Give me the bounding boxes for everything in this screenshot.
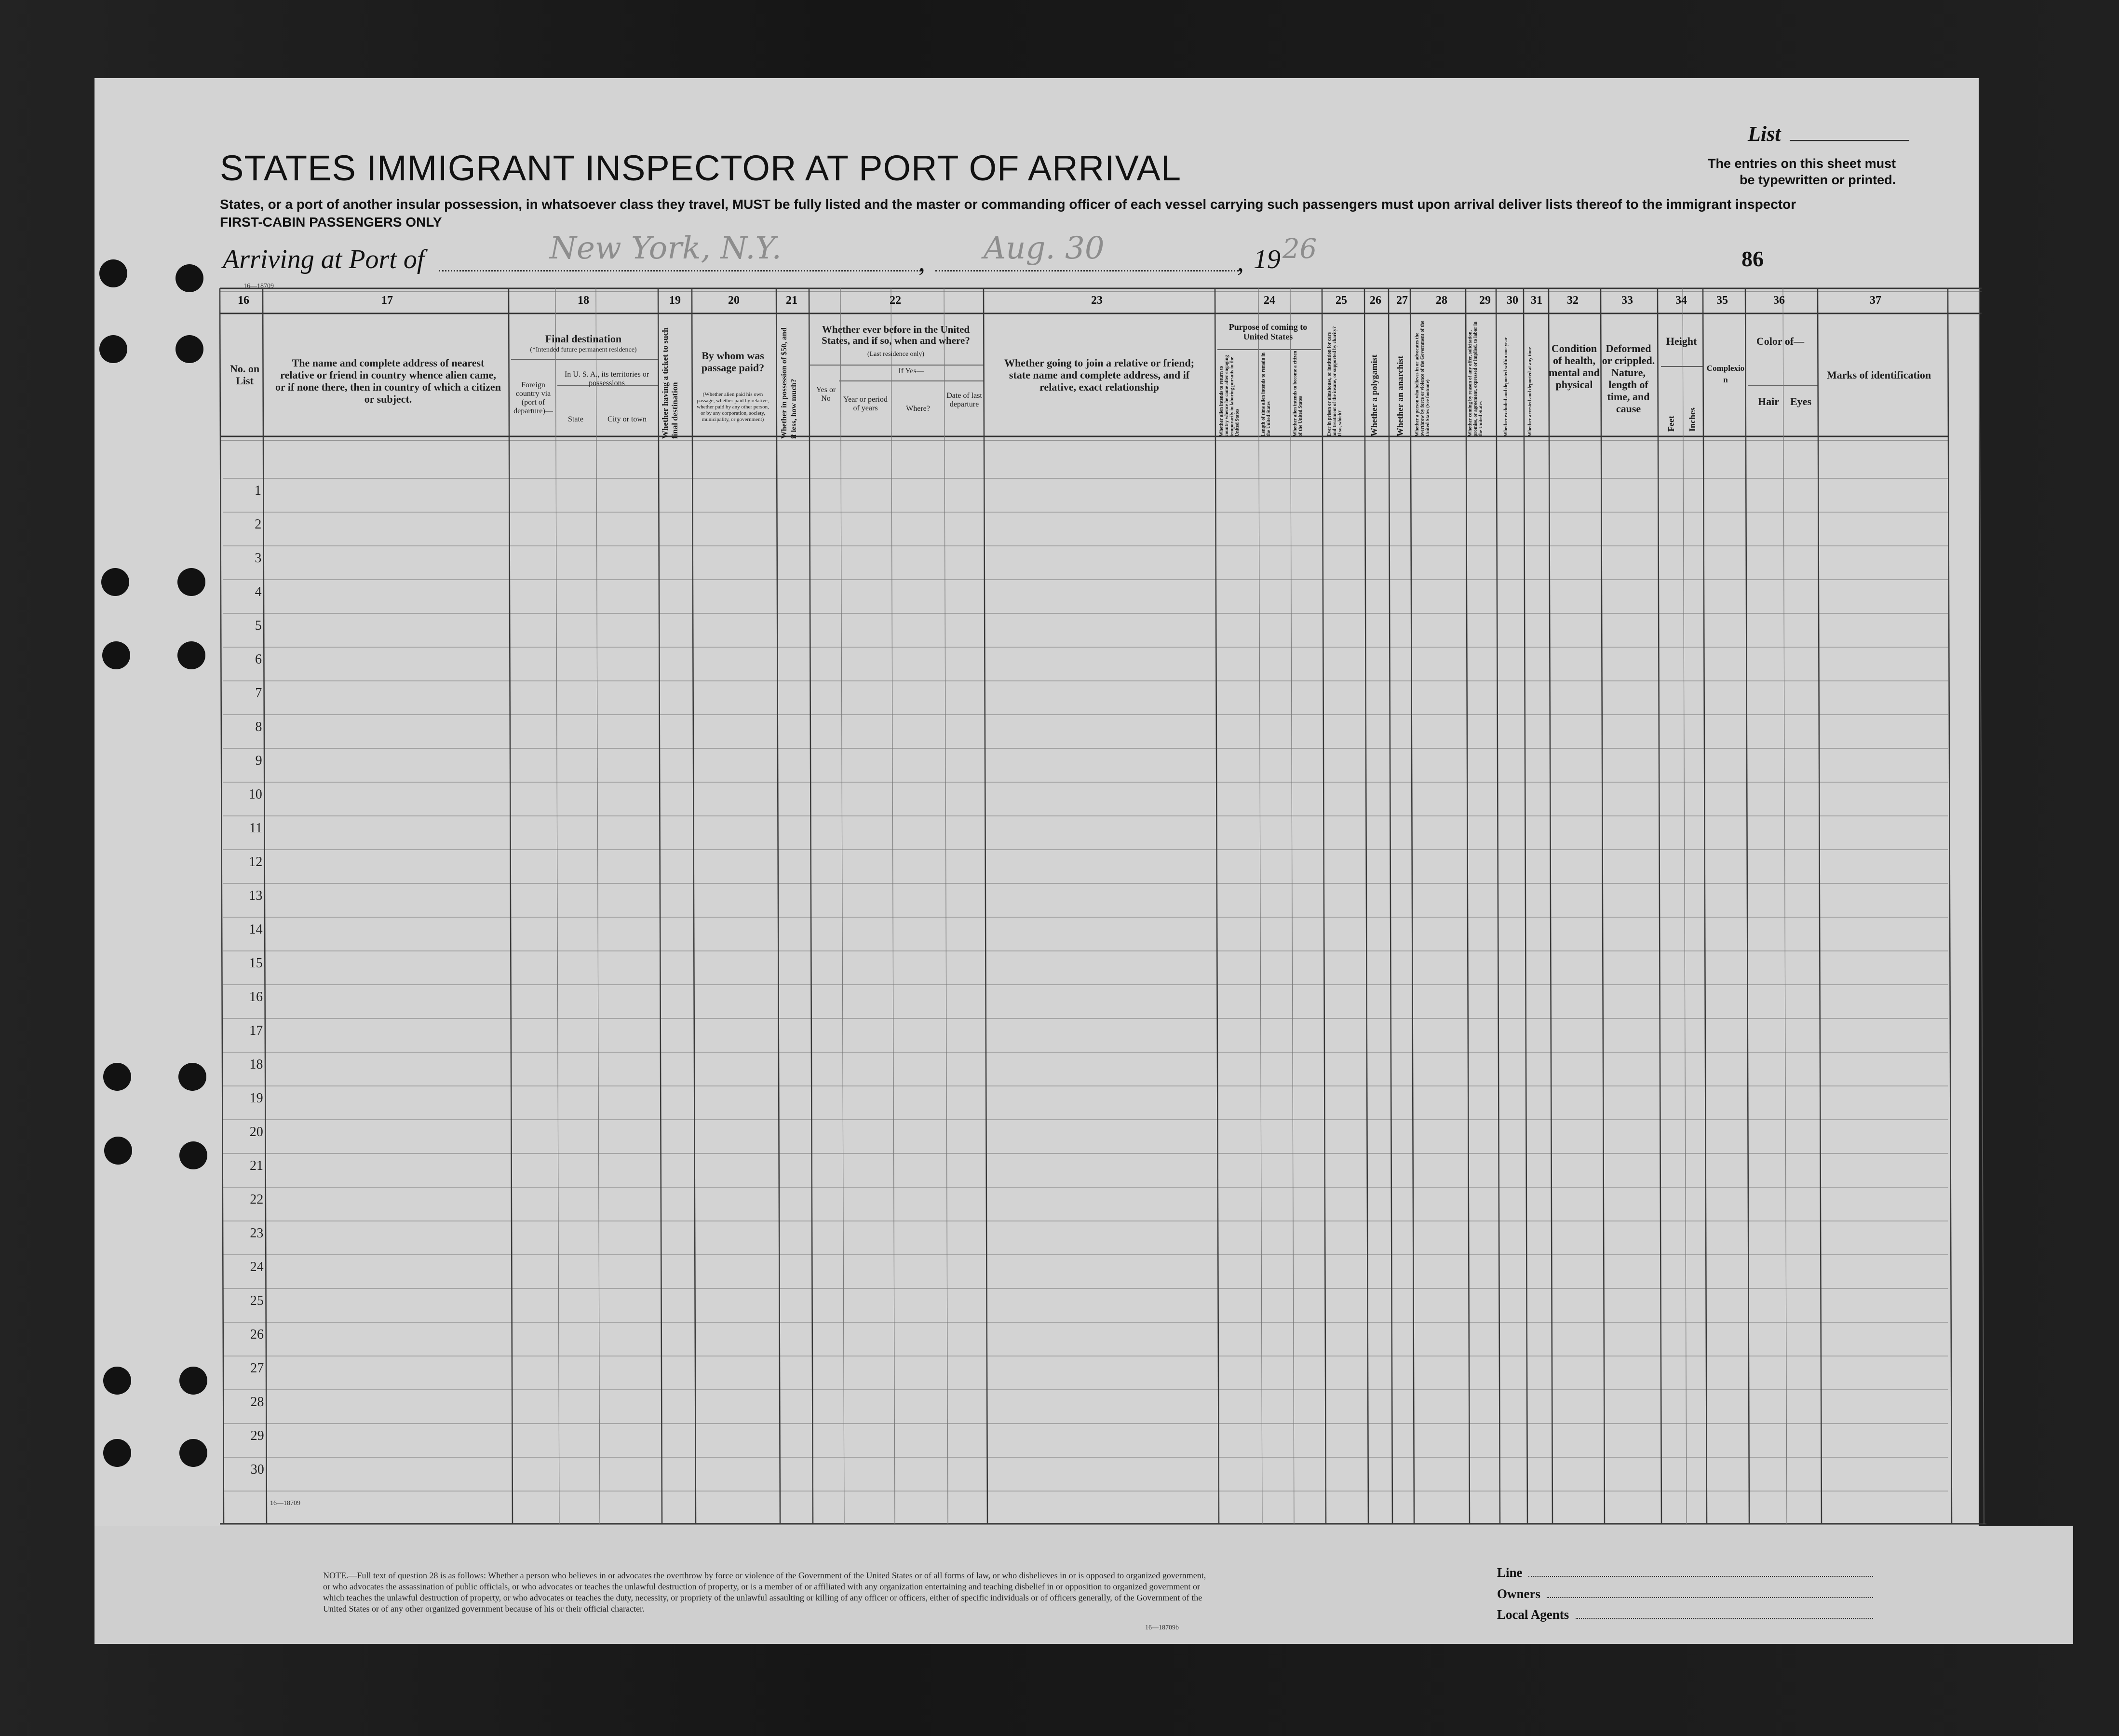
local-agents-label: Local Agents: [1497, 1607, 1569, 1622]
date-value: Aug. 30: [984, 231, 1105, 266]
comma: ,: [918, 247, 925, 277]
footnote-code: 16—18709b: [1145, 1624, 1179, 1631]
column-rule: [944, 288, 948, 1524]
year-prefix: 19: [1254, 244, 1281, 274]
column-rule: [1948, 288, 1952, 1524]
row-number: 10: [248, 787, 262, 802]
column-number: 25: [1336, 294, 1347, 307]
port-value: New York, N.Y.: [550, 231, 782, 266]
row-number: 5: [255, 618, 262, 633]
local-agents-field: [1576, 1618, 1873, 1619]
column-number: 27: [1396, 294, 1408, 307]
header-polygamist: Whether a polygamist: [1369, 354, 1379, 436]
column-rule: [1290, 288, 1294, 1524]
column-rule: [1818, 288, 1822, 1524]
column-number: 37: [1870, 294, 1881, 307]
header-eyes: Eyes: [1790, 395, 1811, 407]
row-number: 6: [255, 652, 262, 667]
row-number: 4: [255, 584, 262, 599]
header-final-destination: Final destination: [545, 333, 622, 345]
header-feet: Feet: [1666, 416, 1676, 432]
column-rule: [1496, 288, 1500, 1524]
column-rule: [1524, 288, 1527, 1524]
header-passage-paid: By whom was passage paid?: [701, 350, 765, 374]
column-number: 35: [1716, 294, 1728, 307]
row-number: 18: [249, 1057, 263, 1072]
header-ever-before: Whether ever before in the United States, and if so, when and where?: [822, 324, 970, 346]
header-passage-paid-sub: (Whether alien paid his own passage, whether paid by relative, whether paid by any other person, or by any corporation, society, municipality, or government): [697, 392, 769, 422]
owners-field: [1547, 1597, 1873, 1598]
typewritten-note-line: The entries on this sheet must: [1708, 156, 1896, 171]
row-number: 9: [255, 753, 262, 768]
header-purpose-length: Length of time alien intends to remain in the United States: [1261, 353, 1271, 436]
header-height: Height: [1666, 335, 1697, 347]
column-number: 24: [1264, 294, 1275, 307]
column-rule: [1549, 288, 1552, 1524]
header-question-28: Whether a person who believes in or advocates the overthrow by force or violence of the Government of the United States (See footnote): [1415, 321, 1431, 436]
row-number: 2: [255, 517, 262, 532]
header-where: Where?: [906, 405, 930, 413]
column-rule: [1364, 288, 1368, 1524]
column-rule: [1658, 288, 1661, 1524]
column-rule: [1322, 288, 1326, 1524]
column-rule: [1466, 288, 1470, 1524]
row-number: 16: [249, 990, 263, 1004]
header-ticket: Whether having a ticket to such final destination: [661, 327, 679, 439]
list-label: List: [1748, 122, 1781, 146]
header-color-of: Color of—: [1756, 335, 1805, 347]
column-number: 16: [238, 294, 249, 307]
row-number: 21: [250, 1158, 263, 1173]
header-excluded: Whether excluded and deported within one year: [1503, 337, 1509, 436]
column-number: 22: [890, 294, 901, 307]
instruction-line: States, or a port of another insular possession, in whatsoever class they travel, MUST be fully listed and the master or commanding officer of each vessel carrying such passengers must upon arrival deliver lists thereof to the immigrant inspector: [220, 197, 1796, 212]
column-rule: [984, 288, 987, 1524]
arriving-label: Arriving at Port of: [223, 244, 425, 274]
row-number: 13: [249, 888, 263, 903]
column-number: 18: [578, 294, 589, 307]
row-number: 26: [250, 1327, 264, 1342]
column-number: 20: [728, 294, 740, 307]
row-number: 3: [255, 551, 262, 566]
column-rule: [1389, 288, 1392, 1524]
header-purpose-return: Whether alien intends to return to country whence he came after engaging temporarily in laboring pursuits in the United States: [1219, 355, 1240, 436]
header-hair: Hair: [1758, 395, 1779, 407]
column-number: 17: [381, 294, 393, 307]
header-fifty-dollars: Whether in possession of $50, and if less, how much?: [780, 327, 798, 439]
header-foreign-country: Foreign country via (port of departure)—: [513, 381, 553, 415]
header-last-residence: (Last residence only): [867, 351, 925, 358]
page-number: 86: [1741, 246, 1764, 271]
row-number: 28: [250, 1395, 264, 1410]
row-number: 11: [249, 821, 262, 836]
column-number: 34: [1675, 294, 1687, 307]
year-value: 26: [1282, 233, 1317, 265]
header-labor-offer: Whether coming by reason of any offer, solicitation, promise, or agreement, expressed or implied, to labor in the United States: [1468, 321, 1484, 436]
column-rule: [1410, 288, 1414, 1524]
header-marks-identification: Marks of identification: [1826, 369, 1931, 381]
column-rule: [1601, 288, 1605, 1524]
form-title: STATES IMMIGRANT INSPECTOR AT PORT OF ARRIVAL: [220, 148, 1182, 188]
column-rule: [555, 288, 559, 1524]
header-final-destination-sub: (*Intended future permanent residence): [530, 346, 637, 353]
header-state: State: [568, 415, 583, 423]
row-number: 29: [250, 1428, 264, 1443]
row-number: 20: [249, 1125, 263, 1139]
row-number: 24: [250, 1260, 264, 1275]
column-number: 29: [1479, 294, 1491, 307]
header-complexion: Complexion: [1706, 364, 1745, 384]
header-anarchist: Whether an anarchist: [1395, 355, 1405, 436]
column-rule: [840, 288, 844, 1524]
column-rule: [1745, 288, 1749, 1524]
column-rule: [1215, 288, 1219, 1524]
column-number: 30: [1507, 294, 1518, 307]
row-number: 30: [250, 1462, 264, 1477]
row-number: 1: [255, 483, 261, 498]
column-number: 19: [669, 294, 681, 307]
row-number: 12: [249, 854, 263, 869]
header-deformed: Deformed or crippled. Nature, length of time, and cause: [1602, 342, 1655, 415]
column-number: 31: [1531, 294, 1542, 307]
header-going-to-join: Whether going to join a relative or friend; state name and complete address, and if relative, exact relationship: [1004, 357, 1195, 393]
header-prison: Ever in prison or almshouse, or institution for care and treatment of the insane, or supported by charity? If so, which?: [1327, 326, 1343, 436]
column-rule: [1258, 288, 1262, 1524]
header-city-or-town: City or town: [607, 415, 647, 423]
column-rule: [776, 288, 780, 1524]
header-year-or-period: Year or period of years: [843, 395, 888, 412]
column-number: 28: [1436, 294, 1447, 307]
owners-label: Owners: [1497, 1587, 1540, 1601]
line-label: Line: [1497, 1565, 1523, 1580]
line-field: [1528, 1576, 1873, 1577]
row-number: 22: [250, 1192, 264, 1207]
column-rule: [1683, 288, 1687, 1524]
header-condition-health: Condition of health, mental and physical: [1549, 342, 1600, 391]
column-rule: [809, 288, 813, 1524]
class-line: FIRST-CABIN PASSENGERS ONLY: [220, 215, 442, 230]
header-arrested: Whether arrested and deported at any time: [1527, 347, 1533, 436]
row-number: 17: [249, 1023, 263, 1038]
form-code: 16—18709: [243, 283, 274, 290]
row-number: 14: [249, 922, 263, 937]
column-rule: [891, 288, 895, 1524]
column-rule: [1783, 288, 1787, 1524]
column-rule: [658, 288, 662, 1524]
row-number: 8: [255, 719, 262, 734]
column-number: 23: [1091, 294, 1103, 307]
header-if-yes: If Yes—: [898, 367, 924, 375]
column-number: 26: [1370, 294, 1381, 307]
header-date-last-departure: Date of last departure: [946, 392, 982, 408]
typewritten-note-line: be typewritten or printed.: [1740, 173, 1896, 187]
row-number: 23: [250, 1226, 264, 1241]
row-number: 25: [250, 1293, 264, 1308]
header-no-on-list: No. on List: [229, 363, 260, 387]
column-rule: [1979, 288, 1984, 1524]
header-yes-or-no: Yes or No: [816, 386, 836, 403]
column-rule: [596, 288, 600, 1524]
column-number: 32: [1567, 294, 1579, 307]
column-rule: [692, 288, 696, 1524]
row-number: 27: [250, 1361, 264, 1376]
header-purpose: Purpose of coming to United States: [1228, 322, 1308, 341]
comma: ,: [1237, 247, 1244, 277]
form-code-bottom: 16—18709: [270, 1500, 300, 1507]
column-rule: [1703, 288, 1707, 1524]
header-in-usa: In U. S. A., its territories or possessions: [564, 370, 649, 387]
column-number: 36: [1773, 294, 1785, 307]
row-number: 15: [249, 956, 263, 971]
column-number: 33: [1621, 294, 1633, 307]
row-number: 19: [249, 1091, 263, 1106]
row-number: 7: [255, 686, 262, 701]
column-rule: [220, 288, 224, 1524]
header-inches: Inches: [1687, 407, 1697, 432]
header-nearest-relative: The name and complete address of nearest relative or friend in country whence alien came, or if none there, then in country of which a citizen or subject.: [275, 357, 501, 405]
header-purpose-citizen: Whether alien intends to become a citizen of the United States: [1293, 351, 1303, 436]
column-rule: [509, 288, 513, 1524]
footnote-question-28: NOTE.—Full text of question 28 is as follows: Whether a person who believes in or advocates the overthrow by force or violence of the Government of the United States or of all forms of law, or who disbelieves in or is opposed to organized government, or who advocates the assassination of public officials, or who advocates or teaches the unlawful destruction of property, or is a member of or affiliated with any organization entertaining and teaching disbelief in or opposition to organized government or which teaches the unlawful destruction of property, or who advocates or teaches the duty, necessity, or propriety of the unlawful assaulting or killing of any officer or officers, either of specific individuals or of officers generally, of the Government of the United States or of any other organized government because of his or their official character.: [323, 1571, 1206, 1614]
column-number: 21: [786, 294, 797, 307]
